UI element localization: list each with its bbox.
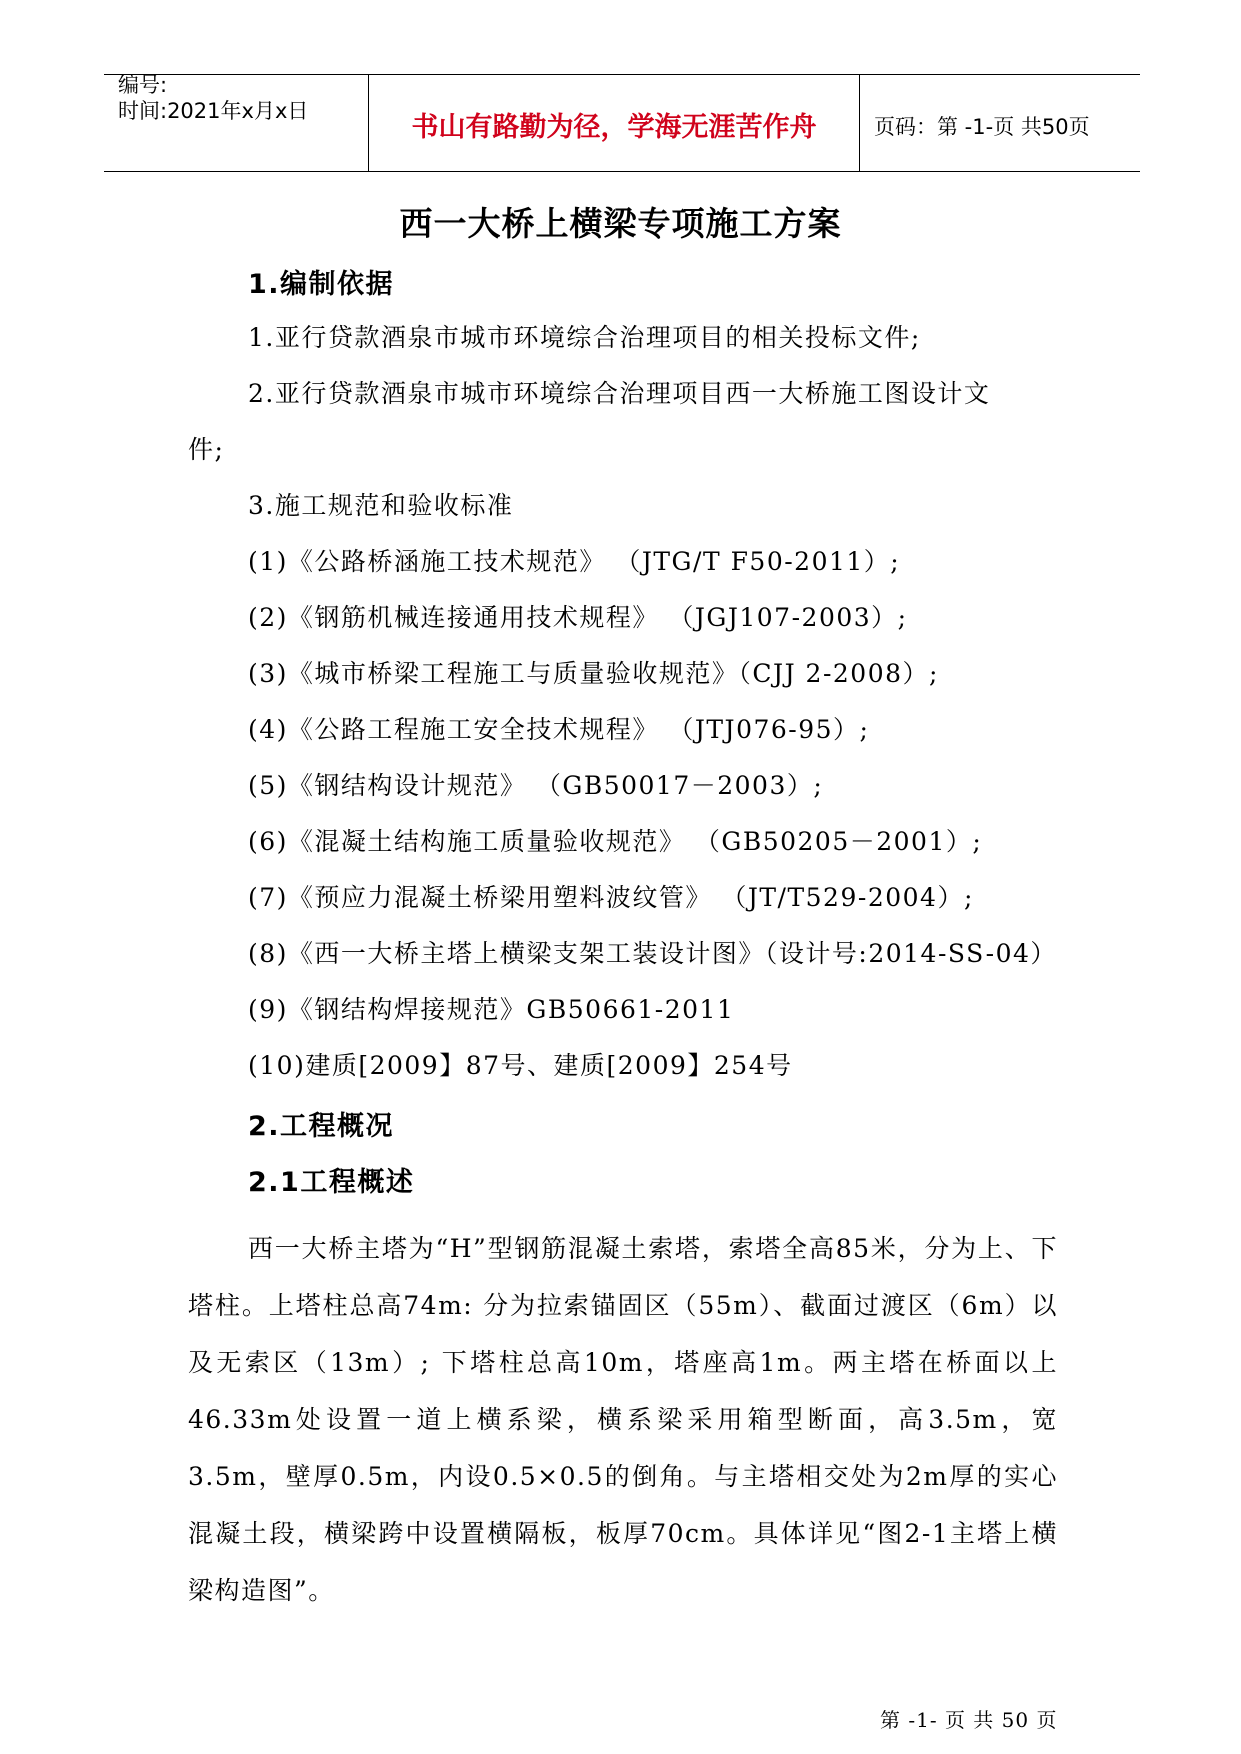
standard-item: (5)《钢结构设计规范》 （GB50017－2003）; bbox=[248, 771, 824, 800]
header-motto: 书山有路勤为径，学海无涯苦作舟 bbox=[411, 112, 817, 143]
standard-item: (2)《钢筋机械连接通用技术规程》 （JGJ107-2003）; bbox=[248, 603, 908, 632]
standard-item: (4)《公路工程施工安全技术规程》 （JTJ076-95）; bbox=[248, 715, 870, 744]
standard-item: (6)《混凝土结构施工质量验收规范》 （GB50205－2001）; bbox=[248, 827, 983, 856]
time-label: 时间:2021年x月x日 bbox=[118, 99, 309, 123]
page-footer: 第 -1- 页 共 50 页 bbox=[880, 1708, 1058, 1732]
basis-item-1: 1.亚行贷款酒泉市城市环境综合治理项目的相关投标文件; bbox=[248, 323, 921, 352]
standard-item: (9)《钢结构焊接规范》GB50661-2011 bbox=[248, 995, 735, 1024]
overview-paragraph: 西一大桥主塔为“H”型钢筋混凝土索塔，索塔全高85米，分为上、下塔柱。上塔柱总高74m: 分为拉索锚固区（55m）、截面过渡区（6m）以及无索区（13m）; 下塔柱总高10m，塔座高1m。两主塔在桥面以上46.33m处设置一道上横系梁，横系梁采用箱型断面，高3.5m，宽3.5m，壁厚0.5m，内设0.5×0.5的倒角。与主塔相交处为2m厚的实心混凝土段，横梁跨中设置横隔板，板厚70cm。具体详见“图2-1主塔上横梁构造图”。 bbox=[188, 1234, 1058, 1605]
header-page-info: 页码：第 -1-页 共50页 bbox=[874, 115, 1090, 139]
page-header bbox=[104, 74, 1140, 172]
basis-item-3: 3.施工规范和验收标准 bbox=[248, 491, 514, 520]
section-heading-overview: 2.工程概况 bbox=[248, 1111, 395, 1142]
standard-item: (7)《预应力混凝土桥梁用塑料波纹管》 （JT/T529-2004）; bbox=[248, 883, 974, 912]
document-title: 西一大桥上横梁专项施工方案 bbox=[399, 204, 842, 243]
standard-item: (10)建质[2009】87号、建质[2009】254号 bbox=[248, 1051, 793, 1080]
header-motto-cell bbox=[368, 75, 860, 171]
number-label: 编号: bbox=[118, 73, 168, 97]
standard-item: (1)《公路桥涵施工技术规范》 （JTG/T F50-2011）; bbox=[248, 547, 901, 576]
standard-item: (8)《西一大桥主塔上横梁支架工装设计图》（设计号:2014-SS-04） bbox=[248, 939, 1057, 968]
standard-item: (3)《城市桥梁工程施工与质量验收规范》（CJJ 2-2008）; bbox=[248, 659, 939, 688]
subsection-heading: 2.1工程概述 bbox=[248, 1167, 415, 1198]
basis-item-2-continued: 件; bbox=[188, 435, 225, 464]
basis-item-2: 2.亚行贷款酒泉市城市环境综合治理项目西一大桥施工图设计文 bbox=[248, 379, 991, 408]
header-left-cell bbox=[104, 75, 366, 171]
header-page-cell bbox=[860, 75, 1140, 171]
section-heading-basis: 1.编制依据 bbox=[248, 269, 395, 300]
